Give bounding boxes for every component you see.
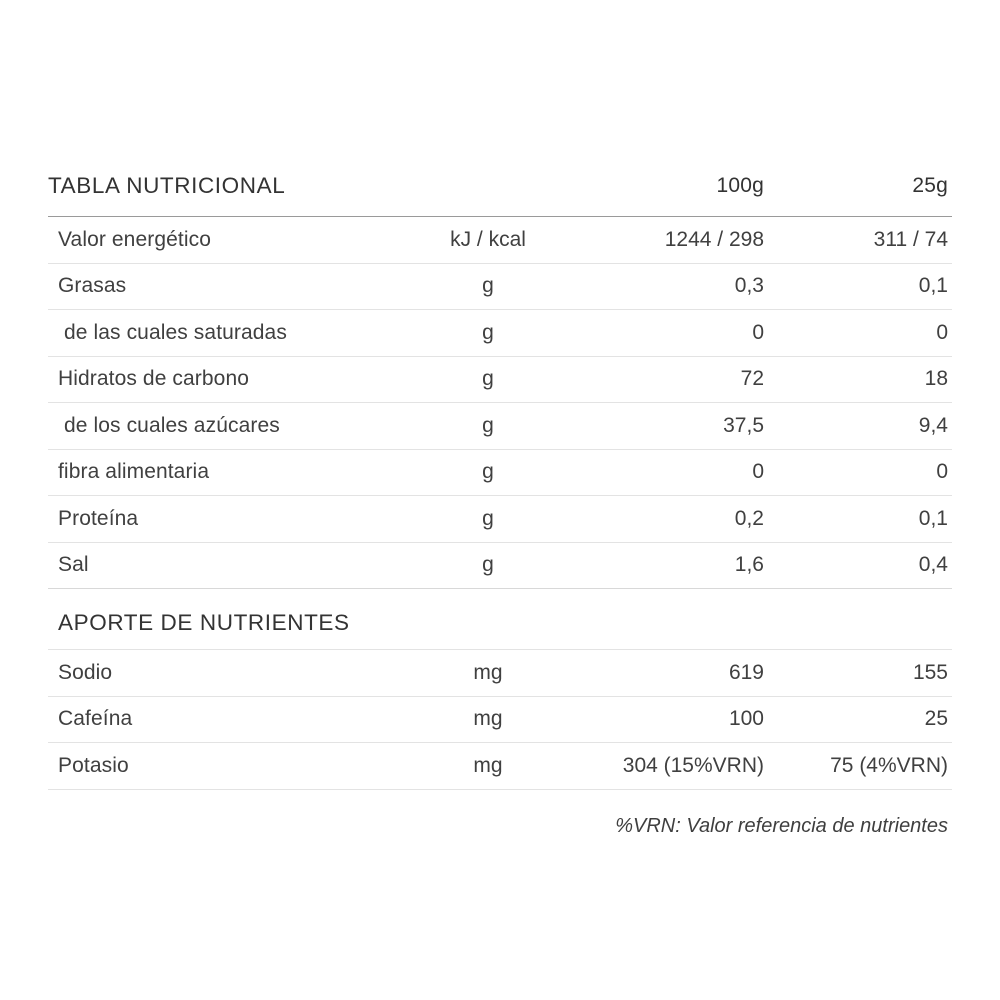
row-value-25g: 18 bbox=[770, 356, 952, 403]
row-value-100g: 37,5 bbox=[570, 403, 770, 450]
column-header-100g: 100g bbox=[716, 174, 764, 197]
row-label: Proteína bbox=[48, 496, 430, 543]
row-value-25g: 155 bbox=[770, 650, 952, 697]
footnote-row bbox=[48, 789, 952, 854]
column-header-25g: 25g bbox=[912, 174, 948, 197]
table-row bbox=[48, 650, 952, 697]
row-unit: mg bbox=[430, 650, 570, 697]
row-unit: mg bbox=[430, 743, 570, 790]
row-label: Sodio bbox=[48, 650, 430, 697]
row-value-100g: 0 bbox=[570, 449, 770, 496]
table-row bbox=[48, 449, 952, 496]
row-value-25g: 311 / 74 bbox=[770, 217, 952, 263]
row-value-100g: 100 bbox=[570, 696, 770, 743]
table-row bbox=[48, 542, 952, 589]
row-unit: g bbox=[430, 449, 570, 496]
row-unit: kJ / kcal bbox=[430, 217, 570, 263]
row-value-25g: 0 bbox=[770, 449, 952, 496]
nutrition-table bbox=[48, 160, 952, 854]
table-row bbox=[48, 263, 952, 310]
row-value-25g: 75 (4%VRN) bbox=[770, 743, 952, 790]
row-value-25g: 25 bbox=[770, 696, 952, 743]
row-value-100g: 1,6 bbox=[570, 542, 770, 589]
row-value-25g: 0 bbox=[770, 310, 952, 357]
section-header-row bbox=[48, 589, 952, 650]
row-label: Hidratos de carbono bbox=[48, 356, 430, 403]
row-value-100g: 0,3 bbox=[570, 263, 770, 310]
table-row bbox=[48, 696, 952, 743]
row-unit: g bbox=[430, 263, 570, 310]
row-unit: g bbox=[430, 542, 570, 589]
row-value-100g: 1244 / 298 bbox=[570, 217, 770, 263]
table-row bbox=[48, 217, 952, 263]
table-row bbox=[48, 310, 952, 357]
footnote-text: %VRN: Valor referencia de nutrientes bbox=[615, 815, 948, 837]
row-value-100g: 0,2 bbox=[570, 496, 770, 543]
row-value-100g: 0 bbox=[570, 310, 770, 357]
row-unit: g bbox=[430, 496, 570, 543]
row-value-100g: 72 bbox=[570, 356, 770, 403]
row-label: de las cuales saturadas bbox=[48, 310, 430, 357]
table-row bbox=[48, 356, 952, 403]
row-label: Valor energético bbox=[48, 217, 430, 263]
row-label: Sal bbox=[48, 542, 430, 589]
table-row bbox=[48, 403, 952, 450]
row-value-25g: 0,1 bbox=[770, 496, 952, 543]
header-unit-cell bbox=[430, 160, 570, 217]
row-unit: g bbox=[430, 310, 570, 357]
table-header-row bbox=[48, 160, 952, 217]
row-value-100g: 619 bbox=[570, 650, 770, 697]
row-label: Cafeína bbox=[48, 696, 430, 743]
row-unit: mg bbox=[430, 696, 570, 743]
table-row bbox=[48, 743, 952, 790]
row-label: Grasas bbox=[48, 263, 430, 310]
row-value-25g: 0,1 bbox=[770, 263, 952, 310]
section-header-label: APORTE DE NUTRIENTES bbox=[48, 589, 952, 650]
table-row bbox=[48, 496, 952, 543]
row-value-25g: 9,4 bbox=[770, 403, 952, 450]
row-value-25g: 0,4 bbox=[770, 542, 952, 589]
row-value-100g: 304 (15%VRN) bbox=[570, 743, 770, 790]
row-label: de los cuales azúcares bbox=[48, 403, 430, 450]
nutrition-table-wrapper bbox=[48, 160, 952, 854]
row-label: fibra alimentaria bbox=[48, 449, 430, 496]
row-unit: g bbox=[430, 403, 570, 450]
row-unit: g bbox=[430, 356, 570, 403]
table-title: TABLA NUTRICIONAL bbox=[48, 173, 286, 198]
row-label: Potasio bbox=[48, 743, 430, 790]
